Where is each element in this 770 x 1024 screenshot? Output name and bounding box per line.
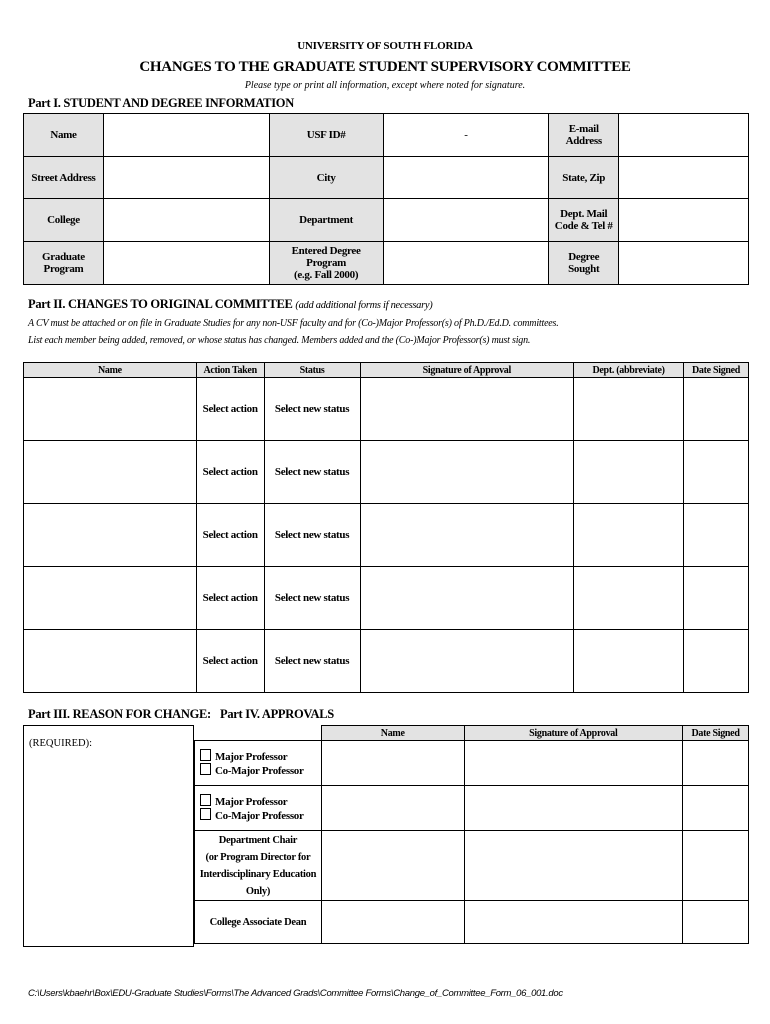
grad-program-field[interactable]: [103, 242, 269, 285]
college-label: College: [24, 199, 104, 242]
entered-program-label: [269, 242, 383, 285]
status-select[interactable]: Select new status: [264, 378, 360, 441]
form-instruction: Please type or print all information, except where noted for signature.: [244, 80, 526, 91]
table-row: [24, 441, 749, 504]
email-field[interactable]: [619, 114, 749, 157]
street-label: Street Address: [24, 157, 104, 199]
col-status: Status: [264, 363, 360, 378]
table-row: [24, 378, 749, 441]
dept-field[interactable]: [574, 441, 684, 504]
status-select[interactable]: Select new status: [264, 504, 360, 567]
grad-program-line1: Graduate: [42, 251, 85, 263]
form-title: CHANGES TO THE GRADUATE STUDENT SUPERVISORY COMMITTEE: [139, 59, 631, 75]
col-action-taken: Action Taken: [196, 363, 264, 378]
signature-field[interactable]: [360, 378, 574, 441]
name-label: Name: [24, 114, 104, 157]
status-select[interactable]: Select new status: [264, 567, 360, 630]
part2-heading: Part II. CHANGES TO ORIGINAL COMMITTEE: [28, 297, 293, 311]
approver-date-field[interactable]: [683, 786, 749, 831]
table-row: [24, 567, 749, 630]
approver-date-field[interactable]: [683, 831, 749, 901]
date-field[interactable]: [684, 378, 749, 441]
name-field[interactable]: [103, 114, 269, 157]
co-major-professor-label: Co-Major Professor: [215, 765, 304, 777]
table-row: [195, 786, 749, 831]
approver-name-field[interactable]: [321, 831, 464, 901]
col-dept: Dept. (abbreviate): [574, 363, 684, 378]
reason-for-change-box[interactable]: [23, 725, 194, 947]
grad-program-line2: Program: [43, 263, 84, 275]
table-row: [24, 630, 749, 693]
co-major-professor-option[interactable]: [200, 808, 317, 822]
committee-changes-table: [23, 362, 749, 693]
signature-field[interactable]: [360, 630, 574, 693]
usf-id-field[interactable]: -: [383, 114, 549, 157]
action-select[interactable]: Select action: [196, 378, 264, 441]
action-select[interactable]: Select action: [196, 567, 264, 630]
approvals-col-name: Name: [321, 726, 464, 741]
major-professor-option[interactable]: [200, 794, 317, 808]
approvals-col-date: Date Signed: [683, 726, 749, 741]
approver-role-cell: [195, 786, 322, 831]
department-field[interactable]: [383, 199, 549, 242]
entered-line2: (e.g. Fall 2000): [293, 269, 359, 281]
part1-heading: Part I. STUDENT AND DEGREE INFORMATION: [28, 96, 294, 110]
major-professor-label: Major Professor: [215, 796, 288, 808]
date-field[interactable]: [684, 441, 749, 504]
required-label: (REQUIRED):: [29, 738, 92, 749]
checkbox-icon[interactable]: [200, 749, 211, 761]
approver-name-field[interactable]: [321, 786, 464, 831]
checkbox-icon[interactable]: [200, 794, 211, 806]
degree-sought-label: Degree Sought: [549, 242, 619, 285]
table-row: [195, 831, 749, 901]
table-row: [195, 901, 749, 944]
entered-line1: Entered Degree Program: [291, 245, 361, 269]
signature-field[interactable]: [360, 567, 574, 630]
email-label: E-mail Address: [549, 114, 619, 157]
col-name: Name: [24, 363, 197, 378]
dept-field[interactable]: [574, 504, 684, 567]
department-label: Department: [269, 199, 383, 242]
dept-mail-field[interactable]: [619, 199, 749, 242]
signature-field[interactable]: [360, 504, 574, 567]
checkbox-icon[interactable]: [200, 763, 211, 775]
university-name: UNIVERSITY OF SOUTH FLORIDA: [297, 40, 473, 52]
approver-signature-field[interactable]: [464, 901, 683, 944]
action-select[interactable]: Select action: [196, 630, 264, 693]
approver-role-cell: [195, 741, 322, 786]
table-row: [195, 741, 749, 786]
co-major-professor-option[interactable]: [200, 763, 317, 777]
college-field[interactable]: [103, 199, 269, 242]
approver-signature-field[interactable]: [464, 831, 683, 901]
approver-name-field[interactable]: [321, 901, 464, 944]
grad-program-label: [24, 242, 104, 285]
dept-field[interactable]: [574, 630, 684, 693]
dept-chair-line4: Only): [245, 885, 271, 897]
approver-signature-field[interactable]: [464, 741, 683, 786]
dept-mail-line1: Dept. Mail: [560, 208, 608, 220]
member-name-field[interactable]: [24, 630, 197, 693]
member-name-field[interactable]: [24, 567, 197, 630]
file-path-footer: C:\Users\kbaehr\Box\EDU-Graduate Studies\Forms\The Advanced Grads\Committee Forms\Change_of_Committee_Form_06_001.doc: [28, 988, 563, 999]
state-zip-label: State, Zip: [549, 157, 619, 199]
state-zip-field[interactable]: [619, 157, 749, 199]
part2-heading-line: [28, 297, 432, 312]
dept-chair-cell: [195, 831, 322, 901]
member-name-field[interactable]: [24, 441, 197, 504]
approver-signature-field[interactable]: [464, 786, 683, 831]
street-field[interactable]: [103, 157, 269, 199]
status-select[interactable]: Select new status: [264, 441, 360, 504]
student-info-table: [23, 113, 749, 285]
degree-sought-field[interactable]: [619, 242, 749, 285]
part3-heading: Part III. REASON FOR CHANGE:: [28, 707, 211, 721]
dept-chair-line3: Interdisciplinary Education: [199, 868, 317, 880]
date-field[interactable]: [684, 630, 749, 693]
major-professor-label: Major Professor: [215, 751, 288, 763]
part2-note-cv: A CV must be attached or on file in Graduate Studies for any non-USF faculty and for (Co-)Major Professor(s) of Ph.D./Ed.D. committees.: [28, 318, 559, 329]
checkbox-icon[interactable]: [200, 808, 211, 820]
member-name-field[interactable]: [24, 378, 197, 441]
approvals-table: [194, 725, 749, 944]
associate-dean-label: College Associate Dean: [195, 901, 322, 944]
approver-date-field[interactable]: [683, 901, 749, 944]
dept-mail-label: [549, 199, 619, 242]
approvals-corner: [195, 726, 322, 741]
usf-id-label: USF ID#: [269, 114, 383, 157]
entered-program-field[interactable]: [383, 242, 549, 285]
action-select[interactable]: Select action: [196, 441, 264, 504]
dept-chair-line1: Department Chair: [218, 834, 298, 846]
major-professor-option[interactable]: [200, 749, 317, 763]
dept-mail-line2: Code & Tel #: [554, 220, 613, 232]
city-label: City: [269, 157, 383, 199]
action-select[interactable]: Select action: [196, 504, 264, 567]
status-select[interactable]: Select new status: [264, 630, 360, 693]
part2-note-list: List each member being added, removed, or whose status has changed. Members added and the (Co-)Major Professor(s) must sign.: [28, 335, 531, 346]
part2-heading-note: (add additional forms if necessary): [295, 300, 433, 311]
member-name-field[interactable]: [24, 504, 197, 567]
col-signature: Signature of Approval: [360, 363, 574, 378]
col-date-signed: Date Signed: [684, 363, 749, 378]
signature-field[interactable]: [360, 441, 574, 504]
dept-field[interactable]: [574, 378, 684, 441]
city-field[interactable]: [383, 157, 549, 199]
date-field[interactable]: [684, 567, 749, 630]
table-row: [24, 504, 749, 567]
dept-field[interactable]: [574, 567, 684, 630]
part4-heading: Part IV. APPROVALS: [220, 707, 334, 721]
co-major-professor-label: Co-Major Professor: [215, 810, 304, 822]
approver-name-field[interactable]: [321, 741, 464, 786]
dept-chair-line2: (or Program Director for: [205, 851, 311, 863]
approvals-col-signature: Signature of Approval: [464, 726, 683, 741]
approver-date-field[interactable]: [683, 741, 749, 786]
date-field[interactable]: [684, 504, 749, 567]
